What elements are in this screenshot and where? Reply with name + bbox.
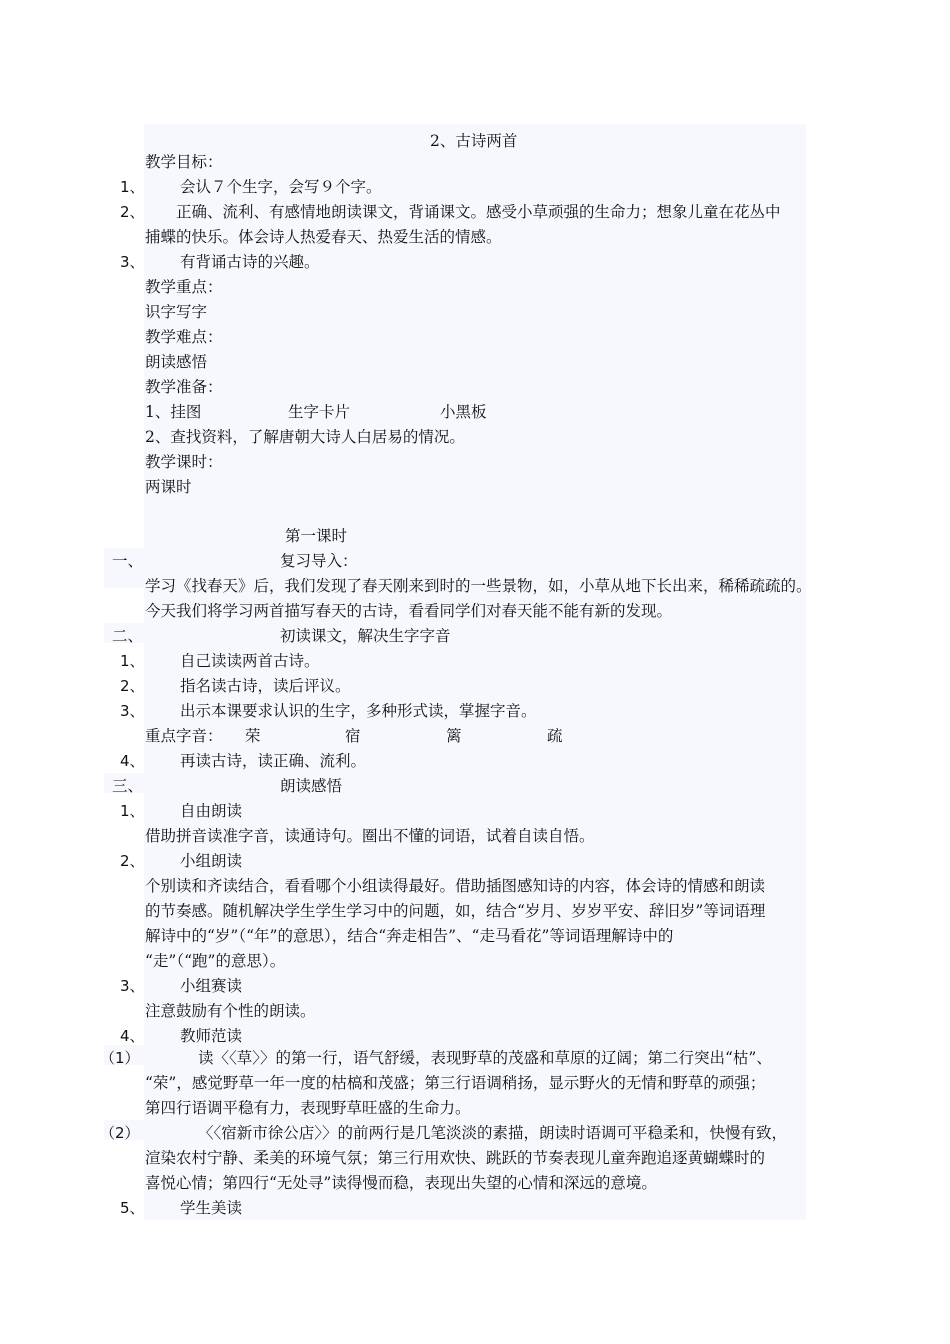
- step-heading: 初读课文，解决生字字音: [280, 627, 451, 645]
- section-heading-prep: 教学准备：: [145, 378, 223, 396]
- list-number: 1、: [120, 652, 145, 670]
- section-heading-difficulty: 教学难点：: [145, 328, 223, 346]
- section-heading-key: 教学重点：: [145, 278, 223, 296]
- key-char: 宿: [345, 727, 361, 745]
- list-number: 1、: [120, 178, 145, 196]
- list-number: 3、: [120, 253, 145, 271]
- list-number: 1、: [120, 802, 145, 820]
- sub-list-number: （1）: [100, 1049, 140, 1067]
- paragraph: 注意鼓励有个性的朗读。: [145, 1002, 316, 1020]
- lesson-heading: 第一课时: [285, 527, 348, 545]
- page-title: 2、古诗两首: [430, 132, 518, 150]
- section-heading-goals: 教学目标：: [145, 153, 223, 171]
- paragraph: “走”（“跑”的意思）。: [145, 952, 286, 970]
- key-char: 荣: [245, 727, 261, 745]
- paragraph: 个别读和齐读结合，看看哪个小组读得最好。借助插图感知诗的内容，体会诗的情感和朗读: [145, 877, 766, 895]
- step-number: 一、: [112, 552, 144, 570]
- prep-item: 2、查找资料，了解唐朝大诗人白居易的情况。: [145, 428, 465, 446]
- goal-item-cont: 捕蝶的快乐。体会诗人热爱春天、热爱生活的情感。: [145, 228, 502, 246]
- paragraph: 学习《找春天》后，我们发现了春天刚来到时的一些景物，如，小草从地下长出来，稀稀疏疏的。: [145, 577, 812, 595]
- paragraph: 〈〈宿新市徐公店〉〉的前两行是几笔淡淡的素描，朗读时语调可平稳柔和，快慢有致，: [198, 1124, 788, 1142]
- list-number: 2、: [120, 677, 145, 695]
- list-number: 2、: [120, 852, 145, 870]
- paragraph: 的节奏感。随机解决学生学生学习中的问题，如，结合“岁月、岁岁平安、辞旧岁”等词语理: [145, 902, 766, 920]
- step-heading: 复习导入：: [280, 552, 358, 570]
- list-item: 教师范读: [180, 1027, 243, 1045]
- list-item: 再读古诗，读正确、流利。: [180, 752, 367, 770]
- paragraph: 两课时: [145, 478, 192, 496]
- paragraph: 借助拼音读准字音，读通诗句。圈出不懂的词语，试着自读自悟。: [145, 827, 595, 845]
- key-chars-label: 重点字音：: [145, 727, 223, 745]
- list-item: 小组赛读: [180, 977, 243, 995]
- sub-list-number: （2）: [100, 1124, 140, 1142]
- key-char: 疏: [547, 727, 563, 745]
- list-item: 学生美读: [180, 1199, 243, 1217]
- paragraph: 喜悦心情；第四行“无处寻”读得慢而稳，表现出失望的心情和深远的意境。: [145, 1174, 657, 1192]
- paragraph: 解诗中的“岁”（“年”的意思），结合“奔走相告”、“走马看花”等词语理解诗中的: [145, 927, 674, 945]
- paragraph: 第四行语调平稳有力，表现野草旺盛的生命力。: [145, 1099, 471, 1117]
- prep-item: 小黑板: [440, 403, 487, 421]
- prep-item: 1、挂图: [145, 403, 202, 421]
- list-number: 3、: [120, 702, 145, 720]
- list-number: 4、: [120, 752, 145, 770]
- key-char: 篱: [446, 727, 462, 745]
- paragraph: “荣”，感觉野草一年一度的枯槁和茂盛；第三行语调稍扬，显示野火的无情和野草的顽强；: [145, 1074, 766, 1092]
- prep-item: 生字卡片: [288, 403, 351, 421]
- paragraph: 识字写字: [145, 303, 208, 321]
- list-item: 指名读古诗，读后评议。: [180, 677, 351, 695]
- paragraph: 读〈〈草〉〉的第一行，语气舒缓，表现野草的茂盛和草原的辽阔；第二行突出“枯”、: [198, 1049, 772, 1067]
- goal-item: 有背诵古诗的兴趣。: [180, 253, 320, 271]
- list-item: 小组朗读: [180, 852, 243, 870]
- paragraph: 今天我们将学习两首描写春天的古诗，看看同学们对春天能不能有新的发现。: [145, 602, 673, 620]
- step-number: 三、: [112, 777, 144, 795]
- list-item: 自己读读两首古诗。: [180, 652, 320, 670]
- paragraph: 渲染农村宁静、柔美的环境气氛；第三行用欢快、跳跃的节奏表现儿童奔跑追逐黄蝴蝶时的: [145, 1149, 766, 1167]
- list-number: 4、: [120, 1027, 145, 1045]
- paragraph: 朗读感悟: [145, 353, 208, 371]
- step-heading: 朗读感悟: [280, 777, 343, 795]
- list-item: 自由朗读: [180, 802, 243, 820]
- section-heading-time: 教学课时：: [145, 453, 223, 471]
- goal-item: 会认７个生字，会写９个字。: [180, 178, 382, 196]
- list-number: 5、: [120, 1199, 145, 1217]
- step-number: 二、: [112, 627, 144, 645]
- goal-item: 正确、流利、有感情地朗读课文，背诵课文。感受小草顽强的生命力；想象儿童在花丛中: [176, 203, 781, 221]
- list-number: 3、: [120, 977, 145, 995]
- list-number: 2、: [120, 203, 145, 221]
- list-item: 出示本课要求认识的生字，多种形式读，掌握字音。: [180, 702, 537, 720]
